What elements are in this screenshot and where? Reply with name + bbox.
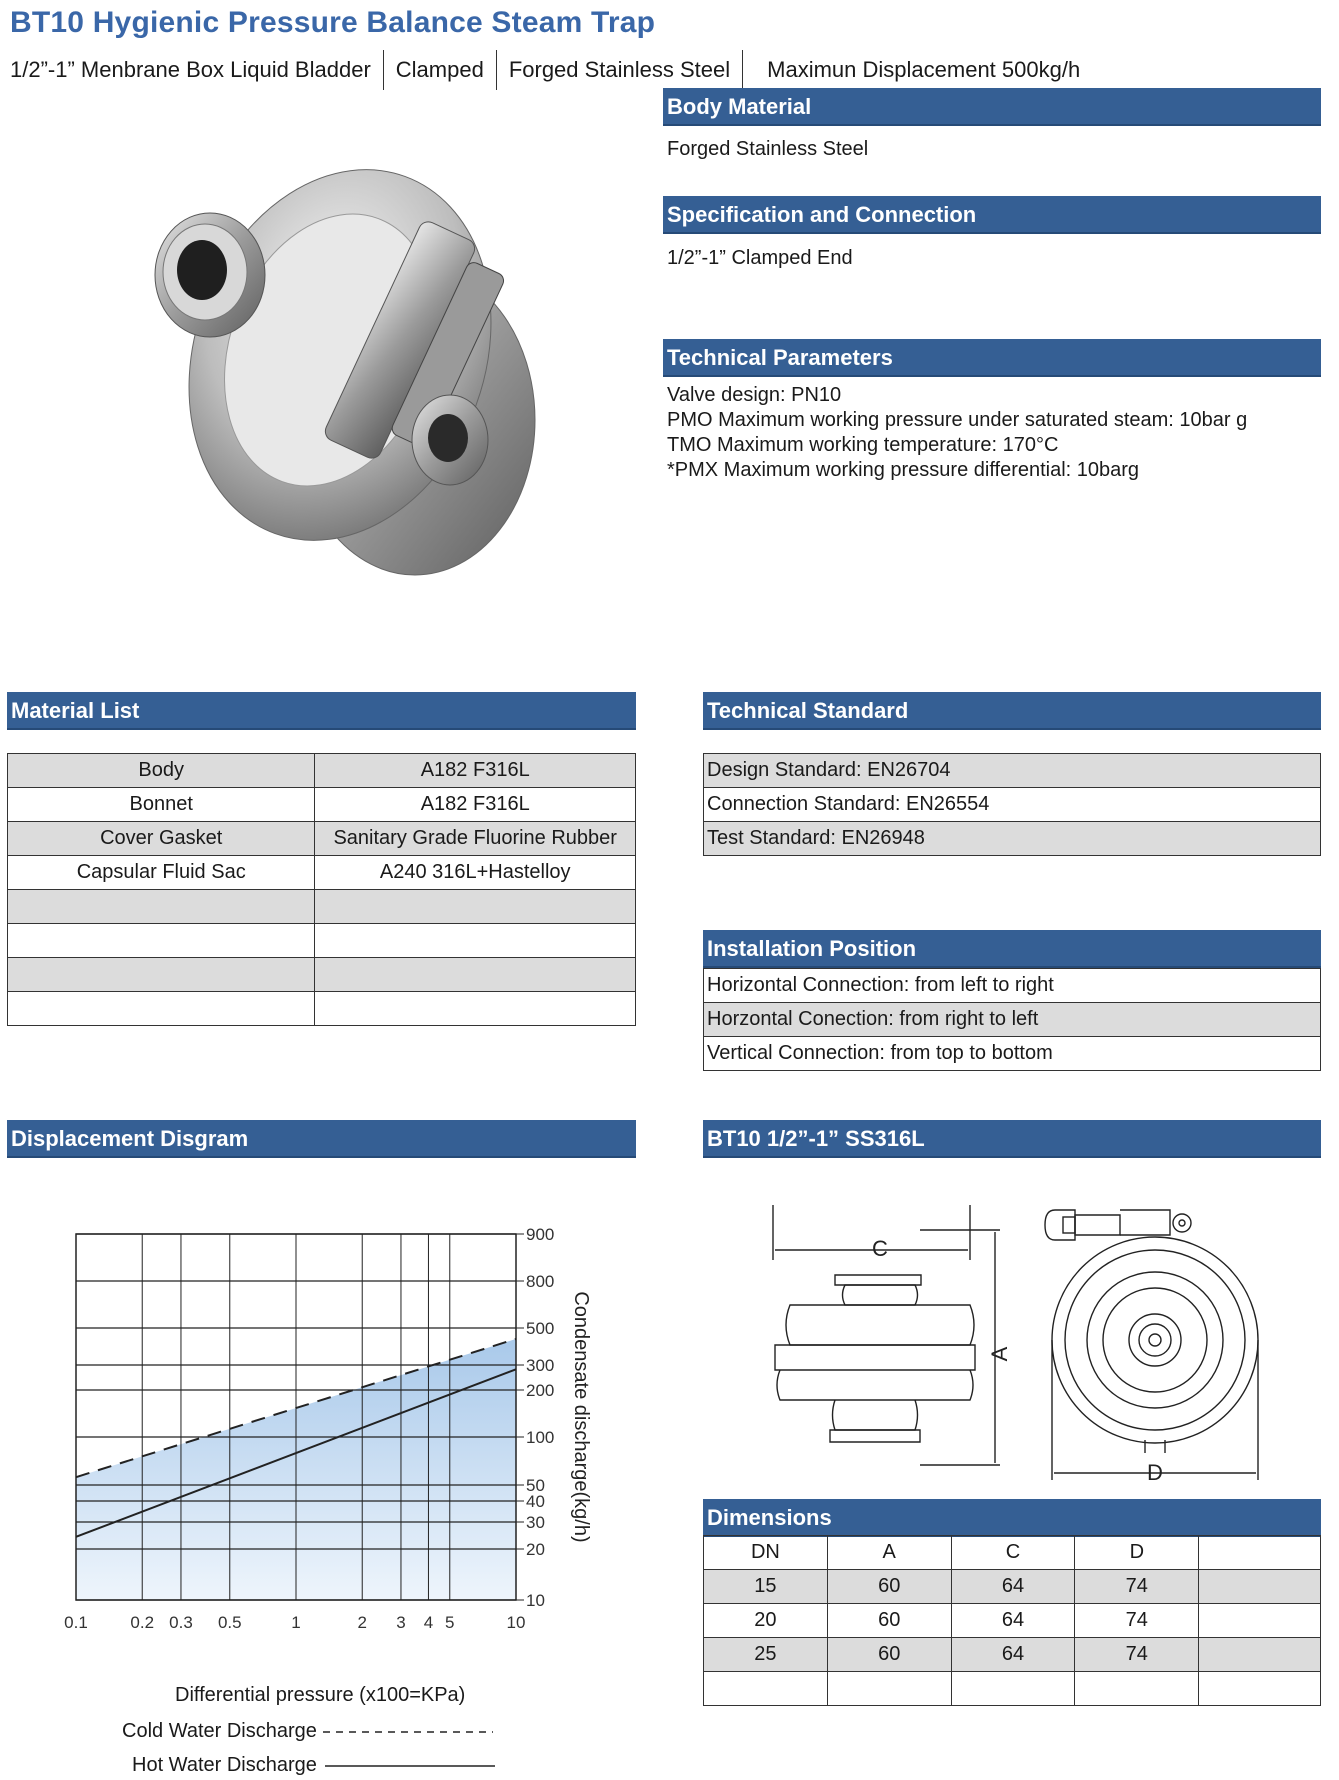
legend-cold-label: Cold Water Discharge <box>122 1720 317 1742</box>
table-row <box>8 924 636 958</box>
x-tick-label: 4 <box>423 1613 434 1632</box>
table-row: Design Standard: EN26704 <box>704 754 1321 788</box>
x-tick-label: 1 <box>291 1613 301 1632</box>
table-row: Connection Standard: EN26554 <box>704 788 1321 822</box>
tech-param-line: TMO Maximum working temperature: 170°C <box>667 434 1059 456</box>
y-axis-label: Condensate discharge(kg/h) <box>570 1291 592 1543</box>
table-row: Test Standard: EN26948 <box>704 822 1321 856</box>
divider <box>742 50 743 90</box>
y-tick-label: 500 <box>526 1319 555 1338</box>
y-tick-label: 20 <box>526 1540 545 1559</box>
chart-xlabel: Differential pressure (x100=KPa) <box>175 1684 466 1706</box>
legend-cold <box>122 1720 493 1743</box>
diagram-heading: Displacement Disgram <box>7 1120 636 1158</box>
table-row <box>8 890 636 924</box>
x-tick-label: 0.2 <box>130 1613 155 1632</box>
dimensions-heading: Dimensions <box>703 1499 1321 1537</box>
body-material-heading: Body Material <box>663 88 1321 126</box>
tech-params-list <box>667 383 1247 483</box>
divider <box>496 50 497 90</box>
y-tick-label: 900 <box>526 1225 555 1244</box>
installation-table <box>703 968 1321 1071</box>
body-material-value: Forged Stainless Steel <box>667 138 869 160</box>
spec-summary-line <box>10 50 1080 90</box>
displacement-chart <box>0 1200 640 1632</box>
y-tick-label: 40 <box>526 1492 545 1511</box>
x-tick-label: 2 <box>357 1613 367 1632</box>
installation-heading: Installation Position <box>703 930 1321 968</box>
table-header-row: DN A C D <box>704 1536 1321 1570</box>
dimensions-table <box>703 1535 1321 1706</box>
table-row: 20 60 64 74 <box>704 1604 1321 1638</box>
material-list-heading: Material List <box>7 692 636 730</box>
page-title: BT10 Hygienic Pressure Balance Steam Trap <box>10 6 656 39</box>
x-tick-label: 0.5 <box>217 1613 242 1632</box>
table-row: Vertical Connection: from top to bottom <box>704 1037 1321 1071</box>
tech-standard-heading: Technical Standard <box>703 692 1321 730</box>
spec-connection-heading: Specification and Connection <box>663 196 1321 234</box>
y-tick-label: 100 <box>526 1428 555 1447</box>
table-row <box>8 958 636 992</box>
y-tick-label: 200 <box>526 1381 555 1400</box>
table-row: Horzontal Conection: from right to left <box>704 1003 1321 1037</box>
legend-hot-label: Hot Water Discharge <box>132 1754 317 1776</box>
table-row <box>704 1672 1321 1706</box>
x-tick-label: 10 <box>506 1613 526 1632</box>
legend-solid-line <box>325 1761 495 1771</box>
drawing-heading: BT10 1/2”-1” SS316L <box>703 1120 1321 1158</box>
y-tick-label: 30 <box>526 1513 545 1532</box>
y-tick-label: 10 <box>526 1591 545 1610</box>
spec-size: 1/2”-1” Menbrane Box Liquid Bladder <box>10 57 371 82</box>
table-row: Bonnet A182 F316L <box>8 788 636 822</box>
tech-standard-table <box>703 753 1321 856</box>
x-tick-label: 5 <box>445 1613 455 1632</box>
label-d: D <box>1147 1460 1163 1485</box>
tech-params-heading: Technical Parameters <box>663 339 1321 377</box>
spec-displacement: Maximun Displacement 500kg/h <box>767 57 1081 82</box>
y-tick-label: 50 <box>526 1476 545 1495</box>
table-row: Capsular Fluid Sac A240 316L+Hastelloy <box>8 856 636 890</box>
x-tick-label: 0.1 <box>64 1613 88 1632</box>
tech-param-line: PMO Maximum working pressure under saturated steam: 10bar g <box>667 409 1248 431</box>
legend-hot <box>132 1754 495 1777</box>
y-tick-label: 300 <box>526 1356 555 1375</box>
table-row: Body A182 F316L <box>8 754 636 788</box>
y-tick-label: 800 <box>526 1272 555 1291</box>
spec-connection: Clamped <box>395 57 484 82</box>
label-a: A <box>987 1346 1012 1362</box>
spec-connection-value: 1/2”-1” Clamped End <box>667 247 853 269</box>
table-row <box>8 992 636 1026</box>
label-c: C <box>872 1236 888 1261</box>
tech-param-line: Valve design: PN10 <box>667 384 842 406</box>
table-row: 15 60 64 74 <box>704 1570 1321 1604</box>
divider <box>383 50 384 90</box>
table-row: 25 60 64 74 <box>704 1638 1321 1672</box>
product-image <box>130 150 550 590</box>
spec-material: Forged Stainless Steel <box>508 57 731 82</box>
tech-param-line: *PMX Maximum working pressure differential: 10barg <box>667 459 1140 481</box>
x-tick-label: 0.3 <box>169 1613 193 1632</box>
dimension-drawing <box>755 1190 1275 1485</box>
legend-dashed-line <box>323 1727 493 1737</box>
table-row: Horizontal Connection: from left to right <box>704 969 1321 1003</box>
material-table <box>7 753 636 1026</box>
table-row: Cover Gasket Sanitary Grade Fluorine Rubber <box>8 822 636 856</box>
x-tick-label: 3 <box>396 1613 406 1632</box>
